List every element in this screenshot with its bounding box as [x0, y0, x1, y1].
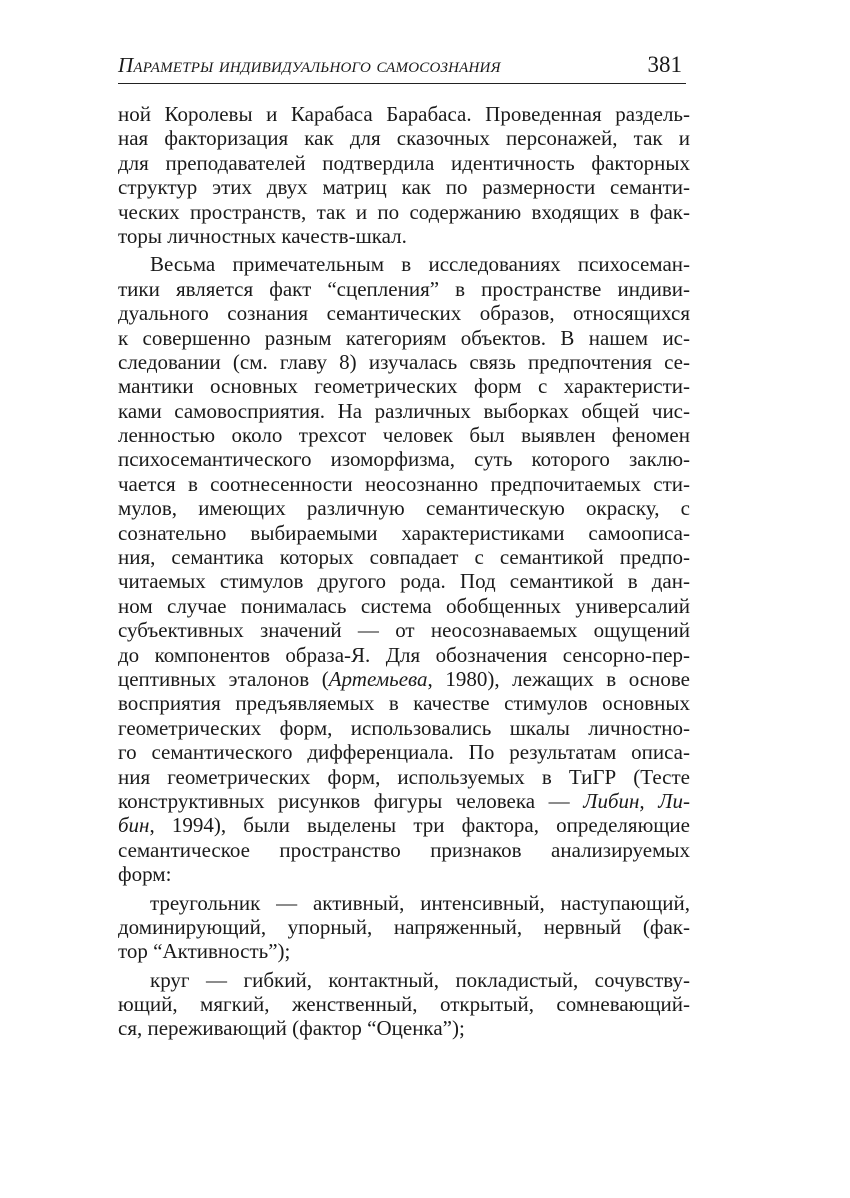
text-line: сознательно выбираемыми характеристиками самоописа-: [118, 520, 690, 545]
text-line: ся, переживающий (фактор “Оценка”);: [118, 1016, 465, 1041]
text-line: тор “Активность”);: [118, 939, 291, 964]
text-line: для преподавателей подтвердила идентичность факторных: [118, 150, 690, 175]
text-line: ной Королевы и Карабаса Барабаса. Проведенная раздель-: [118, 102, 690, 126]
text-line: торы личностных качеств-шкал.: [118, 223, 407, 248]
text-line: Весьма примечательным в исследованиях психосеман-: [150, 252, 690, 277]
text-line: геометрических форм, использовались шкалы личностно-: [118, 715, 690, 740]
text-line: тики является факт “сцепления” в пространстве индиви-: [118, 276, 690, 301]
header-rule: [118, 83, 686, 84]
text-line: структур этих двух матриц как по размерности семанти-: [118, 175, 690, 200]
text-line: цептивных эталонов (Артемьева, 1980), лежащих в основе: [118, 666, 690, 691]
text-line: конструктивных рисунков фигуры человека — Либин, Ли-: [118, 788, 690, 813]
text-line: семантическое пространство признаков анализируемых: [118, 837, 690, 862]
page-number: 381: [647, 52, 682, 77]
text-line: ленностью около трехсот человек был выявлен феномен: [118, 423, 690, 448]
text-line: субъективных значений — от неосознаваемых ощущений: [118, 618, 690, 643]
text-line: чается в соотнесенности неосознанно предпочитаемых сти-: [118, 471, 690, 496]
text-line: ческих пространств, так и по содержанию входящих в фак-: [118, 199, 690, 224]
text-line: ния геометрических форм, используемых в ТиГР (Тесте: [118, 764, 690, 789]
text-line: бин, 1994), были выделены три фактора, определяющие: [118, 813, 690, 838]
text-line: треугольник — активный, интенсивный, наступающий,: [150, 890, 690, 915]
running-header: [118, 50, 686, 84]
text-line: ющий, мягкий, женственный, открытый, сомневающий-: [118, 992, 690, 1017]
text-line: дуального сознания семантических образов, относящихся: [118, 301, 690, 326]
text-line: ная факторизация как для сказочных персонажей, так и: [118, 126, 690, 151]
text-line: круг — гибкий, контактный, покладистый, сочувству-: [150, 967, 690, 992]
text-line: следовании (см. главу 8) изучалась связь предпочтения се-: [118, 349, 690, 374]
text-line: доминирующий, упорный, напряженный, нервный (фак-: [118, 914, 690, 939]
text-line: ния, семантика которых совпадает с семантикой предпо-: [118, 545, 690, 570]
body-text: [118, 102, 690, 1041]
text-line: восприятия предъявляемых в качестве стимулов основных: [118, 691, 690, 716]
text-line: ном случае понималась система обобщенных универсалий: [118, 593, 690, 618]
running-title: Параметры индивидуального самосознания: [118, 53, 501, 77]
text-line: форм:: [118, 862, 172, 887]
text-line: читаемых стимулов другого рода. Под семантикой в дан-: [118, 569, 690, 594]
text-line: психосемантического изоморфизма, суть которого заклю-: [118, 447, 690, 472]
text-line: го семантического дифференциала. По результатам описа-: [118, 740, 690, 765]
text-line: ками самовосприятия. На различных выборках общей чис-: [118, 398, 690, 423]
text-line: мантики основных геометрических форм с характеристи-: [118, 374, 690, 399]
text-line: мулов, имеющих различную семантическую окраску, с: [118, 496, 690, 521]
text-line: до компонентов образа-Я. Для обозначения сенсорно-пер-: [118, 642, 690, 667]
text-line: к совершенно разным категориям объектов. В нашем ис-: [118, 325, 690, 350]
